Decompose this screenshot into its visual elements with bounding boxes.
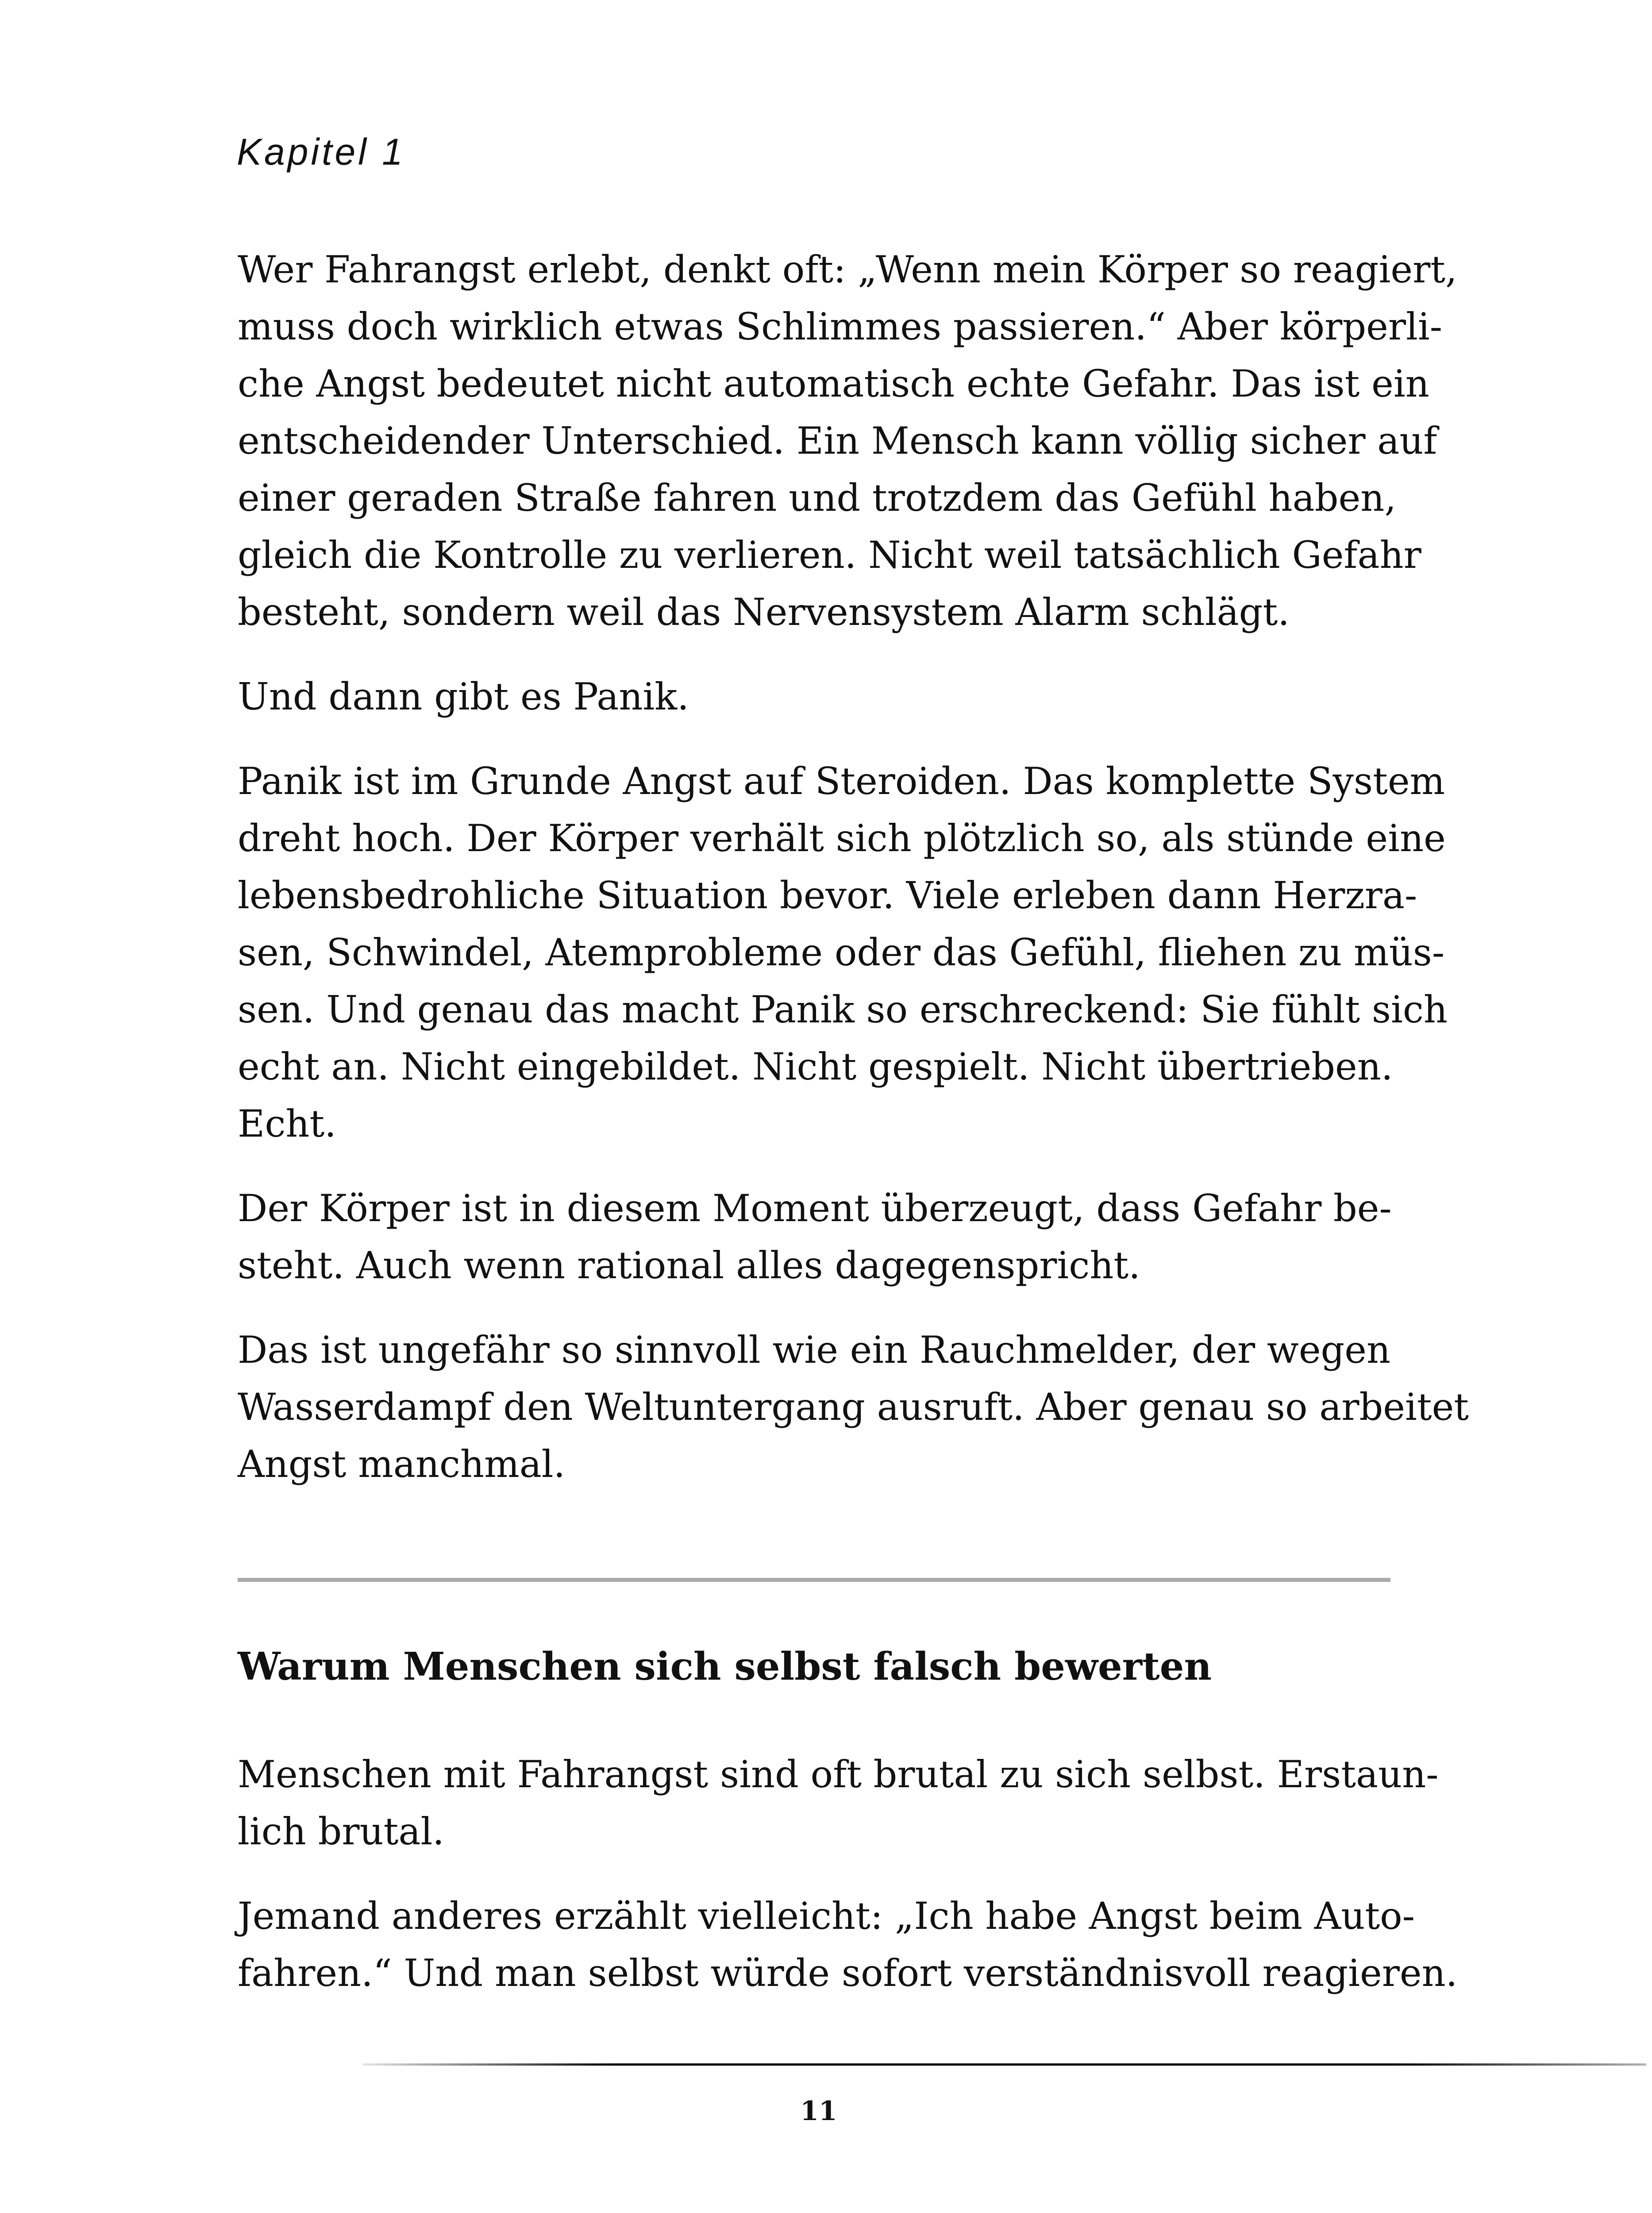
paragraph xyxy=(238,1322,1469,1493)
section-heading: Warum Menschen sich selbst falsch bewerten xyxy=(238,1644,1212,1689)
section-2-body xyxy=(238,1746,1458,2029)
text-line: lebensbedrohliche Situation bevor. Viele erleben dann Herzra- xyxy=(238,874,1417,917)
chapter-label: Kapitel 1 xyxy=(237,131,405,173)
paragraph xyxy=(238,1180,1415,1294)
paragraph xyxy=(238,1888,1458,2002)
paragraph xyxy=(238,668,1415,725)
text-line: Wasserdampf den Weltuntergang ausruft. Aber genau so arbeitet xyxy=(238,1385,1469,1429)
text-line: Wer Fahrangst erlebt, denkt oft: „Wenn mein Körper so reagiert, xyxy=(238,248,1457,291)
paragraph xyxy=(238,1746,1439,1860)
text-line: steht. Auch wenn rational alles dagegenspricht. xyxy=(238,1244,1140,1287)
paragraph xyxy=(238,753,1448,1153)
text-line: Menschen mit Fahrangst sind oft brutal zu sich selbst. Erstaun- xyxy=(238,1753,1439,1796)
text-line: einer geraden Straße fahren und trotzdem das Gefühl haben, xyxy=(238,476,1397,520)
text-line: lich brutal. xyxy=(238,1810,445,1853)
page-number: 11 xyxy=(800,2096,837,2127)
text-line: besteht, sondern weil das Nervensystem Alarm schlägt. xyxy=(238,590,1290,634)
text-line: che Angst bedeutet nicht automatisch echte Gefahr. Das ist ein xyxy=(238,362,1429,405)
text-line: Echt. xyxy=(238,1102,336,1145)
section-divider xyxy=(238,1578,1390,1582)
section-1-body xyxy=(238,241,1469,1520)
text-line: Und dann gibt es Panik. xyxy=(238,675,689,718)
text-line: Panik ist im Grunde Angst auf Steroiden. Das komplette System xyxy=(238,760,1445,803)
paragraph xyxy=(238,241,1457,641)
text-line: entscheidender Unterschied. Ein Mensch kann völlig sicher auf xyxy=(238,419,1437,463)
text-line: dreht hoch. Der Körper verhält sich plötzlich so, als stünde eine xyxy=(238,817,1446,860)
text-line: Jemand anderes erzählt vielleicht: „Ich habe Angst beim Auto- xyxy=(238,1894,1415,1938)
text-line: Der Körper ist in diesem Moment überzeugt, dass Gefahr be- xyxy=(238,1187,1392,1230)
text-line: muss doch wirklich etwas Schlimmes passieren.“ Aber körperli- xyxy=(238,305,1443,348)
text-line: fahren.“ Und man selbst würde sofort verständnisvoll reagieren. xyxy=(238,1951,1458,1995)
text-line: gleich die Kontrolle zu verlieren. Nicht weil tatsächlich Gefahr xyxy=(238,533,1421,577)
text-line: Angst manchmal. xyxy=(238,1442,566,1486)
text-line: echt an. Nicht eingebildet. Nicht gespielt. Nicht übertrieben. xyxy=(238,1045,1393,1088)
footer-rule xyxy=(363,2063,1646,2066)
text-line: Das ist ungefähr so sinnvoll wie ein Rauchmelder, der wegen xyxy=(238,1328,1391,1372)
text-line: sen. Und genau das macht Panik so erschreckend: Sie fühlt sich xyxy=(238,988,1448,1031)
text-line: sen, Schwindel, Atemprobleme oder das Gefühl, fliehen zu müs- xyxy=(238,931,1445,974)
